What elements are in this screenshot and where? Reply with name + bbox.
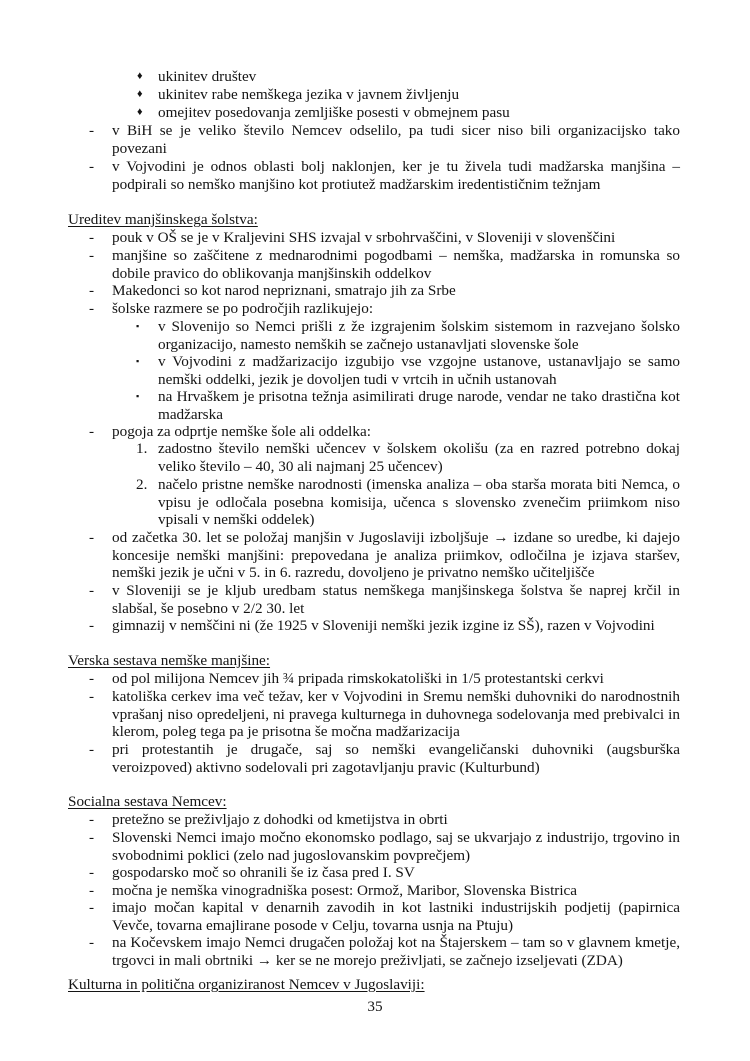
dash-bullet: - [89, 617, 95, 634]
square-bullet-icon: ▪ [136, 391, 140, 401]
dash-bullet: - [89, 741, 95, 758]
dash-bullet: - [89, 122, 95, 139]
dash-bullet: - [89, 423, 95, 440]
list-item: v Vojvodini z madžarizacijo izgubijo vse vzgojne ustanove, ustanavljajo se samo nemški oddelki, jezik je dovoljen tudi v vrtcih in učnih ustanovah [158, 353, 680, 388]
dash-bullet: - [89, 688, 95, 705]
list-item: močna je nemška vinogradniška posest: Ormož, Maribor, Slovenska Bistrica [112, 882, 578, 899]
list-item: v Slovenijo so Nemci prišli z že izgrajenim šolskim sistemom in razvejano šolsko organizacijo, namesto nemških se začnejo ustanavljati slovenske šole [158, 318, 680, 353]
dash-bullet: - [89, 882, 95, 899]
list-item: gimnazij v nemščini ni (že 1925 v Sloveniji nemški jezik izgine iz SŠ), razen v Vojvodini [112, 617, 655, 634]
dash-bullet: - [89, 864, 95, 881]
list-item: gospodarsko moč so ohranili še iz časa pred I. SV [112, 864, 415, 881]
list-item: Slovenski Nemci imajo močno ekonomsko podlago, saj se ukvarjajo z industrijo, trgovino in svobodnimi poklici (zelo nad jugoslovanskim povprečjem) [112, 829, 680, 864]
dash-bullet: - [89, 529, 95, 546]
section-heading-solstvo: Ureditev manjšinskega šolstva: [68, 211, 258, 228]
dash-bullet: - [89, 247, 95, 264]
dash-bullet: - [89, 300, 95, 317]
list-item: ukinitev društev [158, 68, 257, 85]
diamond-bullet-icon: ♦ [137, 88, 143, 100]
dash-bullet: - [89, 158, 95, 175]
section-heading-kulturna: Kulturna in politična organiziranost Nemcev v Jugoslaviji: [68, 976, 425, 993]
dash-bullet: - [89, 899, 95, 916]
list-item: katoliška cerkev ima več težav, ker v Vojvodini in Sremu nemški duhovniki do narodnostnih vprašanj niso opredeljeni, ni pravega kulturnega in duhovnega sodelovanja med prebivalci in klerom, poleg tega pa je prisotna še močna madžarizacija [112, 688, 680, 741]
list-number: 2. [136, 476, 148, 493]
list-item: na Kočevskem imajo Nemci drugačen položaj kot na Štajerskem – tam so v glavnem kmetje, trgovci in mali obrtniki → ker se ne morejo preživljati, se začnejo izseljevati (ZDA) [112, 934, 680, 969]
list-item: omejitev posedovanja zemljiške posesti v obmejnem pasu [158, 104, 510, 121]
dash-bullet: - [89, 670, 95, 687]
list-item: na Hrvaškem je prisotna težnja asimilirati druge narode, vendar ne tako drastična kot madžarska [158, 388, 680, 423]
list-item: zadostno število nemški učencev v šolskem okolišu (za en razred potrebno dokaj veliko število – 40, 30 ali najmanj 25 učencev) [158, 440, 680, 475]
dash-bullet: - [89, 229, 95, 246]
list-item: imajo močan kapital v denarnih zavodih in kot lastniki industrijskih podjetij (papirnica Vevče, tovarna emajlirane posode v Celju, tovarna usnja na Ptuju) [112, 899, 680, 934]
section-heading-socialna: Socialna sestava Nemcev: [68, 793, 227, 810]
list-item: od pol milijona Nemcev jih ¾ pripada rimskokatoliški in 1/5 protestantski cerkvi [112, 670, 604, 687]
list-item: Makedonci so kot narod nepriznani, smatrajo jih za Srbe [112, 282, 456, 299]
dash-bullet: - [89, 829, 95, 846]
list-item: od začetka 30. let se položaj manjšin v Jugoslaviji izboljšuje → izdane so uredbe, ki dajejo koncesije nemški manjšini: prepovedana je analiza priimkov, odločilna je izjava staršev, nemški jezik je učni v 5. in 6. razredu, dovoljeno je privatno nemško učiteljišče [112, 529, 680, 582]
list-item: pri protestantih je drugače, saj so nemški evangeličanski duhovniki (augsburška veroizpoved) aktivno sodelovali pri zagotavljanju pravic (Kulturbund) [112, 741, 680, 776]
square-bullet-icon: ▪ [136, 321, 140, 331]
list-item: pretežno se preživljajo z dohodki od kmetijstva in obrti [112, 811, 448, 828]
dash-bullet: - [89, 282, 95, 299]
list-item: ukinitev rabe nemškega jezika v javnem življenju [158, 86, 460, 103]
list-number: 1. [136, 440, 148, 457]
page-number: 35 [367, 998, 383, 1015]
list-item: pogoja za odprtje nemške šole ali oddelka: [112, 423, 371, 440]
list-item: v Vojvodini je odnos oblasti bolj naklonjen, ker je tu živela tudi madžarska manjšina – podpirali so nemško manjšino kot protiutež madžarskim iredentističnim težnjam [112, 158, 680, 193]
dash-bullet: - [89, 934, 95, 951]
dash-bullet: - [89, 582, 95, 599]
list-item: pouk v OŠ se je v Kraljevini SHS izvajal v srbohrvaščini, v Sloveniji v slovenščini [112, 229, 616, 246]
list-item: v BiH se je veliko število Nemcev odselilo, pa tudi sicer niso bili organizacijsko tako povezani [112, 122, 680, 157]
list-item: manjšine so zaščitene z mednarodnimi pogodbami – nemška, madžarska in romunska so dobile pravico do oblikovanja manjšinskih oddelkov [112, 247, 680, 282]
list-item: šolske razmere se po področjih razlikujejo: [112, 300, 374, 317]
diamond-bullet-icon: ♦ [137, 106, 143, 118]
diamond-bullet-icon: ♦ [137, 70, 143, 82]
section-heading-verska: Verska sestava nemške manjšine: [68, 652, 271, 669]
square-bullet-icon: ▪ [136, 356, 140, 366]
dash-bullet: - [89, 811, 95, 828]
list-item: v Sloveniji se je kljub uredbam status nemškega manjšinskega šolstva še naprej krčil in slabšal, še posebno v 2/2 30. let [112, 582, 680, 617]
list-item: načelo pristne nemške narodnosti (imenska analiza – oba starša morata biti Nemca, o vpisu je odločala posebna komisija, učenca s slovensko zvenečim priimkom niso vpisali v nemški oddelek) [158, 476, 680, 529]
